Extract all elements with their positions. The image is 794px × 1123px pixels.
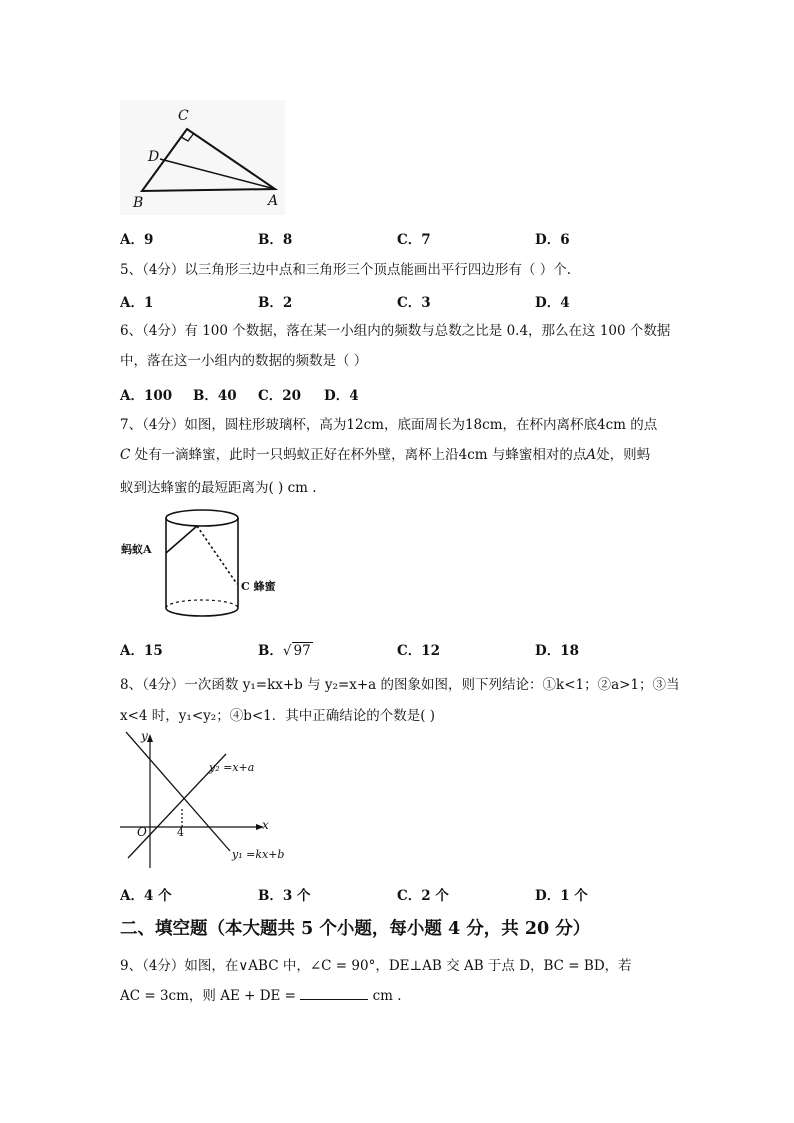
- cylinder-bottom-front: [166, 608, 238, 616]
- label-c: C: [178, 108, 189, 124]
- q6-option-c[interactable]: C．20: [258, 388, 302, 404]
- q9-line2-end: cm .: [372, 988, 402, 1004]
- q8-option-c[interactable]: C．2 个: [397, 888, 449, 904]
- q6-option-b[interactable]: B．40: [193, 388, 237, 404]
- q9-stem-line2: [120, 986, 402, 1006]
- q4-triangle-svg: [120, 100, 285, 215]
- label-b: B: [133, 195, 144, 211]
- q5-option-c[interactable]: C．3: [397, 295, 431, 311]
- q8-stem-line1: 8、（4分）一次函数 y₁=kx+b 与 y₂=x+a 的图象如图，则下列结论：①k<1；②a>1；③当: [120, 677, 680, 693]
- sqrt-icon: √: [282, 643, 292, 659]
- q7-line2-text: 处有一滴蜂蜜，此时一只蚂蚁正好在杯外壁，离杯上沿4cm 与蜂蜜相对的点: [130, 447, 587, 463]
- label-a: A: [268, 193, 279, 209]
- q7-option-d[interactable]: D．18: [535, 643, 579, 659]
- q6-stem-line2: 中，落在这一小组内的数据的频数是（ ）: [120, 353, 368, 369]
- label-ant: 蚂蚁A: [121, 543, 152, 556]
- q7-var-a: A: [586, 447, 597, 463]
- q6-stem-line1: 6、（4分）有 100 个数据，落在某一小组内的频数与总数之比是 0.4，那么在这 100 个数据: [120, 323, 671, 339]
- q7-var-c: C: [120, 447, 131, 463]
- q5-stem: 5、（4分）以三角形三边中点和三角形三个顶点能画出平行四边形有（ ）个.: [120, 262, 572, 278]
- q7-option-c[interactable]: C．12: [397, 643, 441, 659]
- q7-cylinder-svg: [160, 505, 250, 630]
- label-four: 4: [177, 826, 184, 839]
- cylinder-top: [166, 510, 238, 526]
- q5-option-b[interactable]: B．2: [258, 295, 293, 311]
- q7-stem-line3: 蚁到达蜂蜜的最短距离为( ) cm .: [120, 480, 317, 496]
- label-y1-equation: y₁ =kx+b: [232, 848, 285, 861]
- label-origin: O: [137, 825, 147, 839]
- q6-option-a[interactable]: A．100: [120, 388, 173, 404]
- q4-option-b[interactable]: B．8: [258, 232, 293, 248]
- label-d: D: [148, 149, 160, 165]
- q7-stem-line1: 7、（4分）如图，圆柱形玻璃杯，高为12cm，底面周长为18cm，在杯内离杯底4cm 的点: [120, 417, 658, 433]
- q7-line2-end: 处，则蚂: [596, 447, 651, 463]
- label-y2-equation: y₂ =x+a: [209, 761, 255, 774]
- q9-answer-blank[interactable]: [300, 987, 368, 1000]
- q7-option-b[interactable]: [258, 639, 313, 659]
- q9-line2-start: AC = 3cm，则 AE + DE =: [120, 988, 296, 1004]
- q8-stem-line2: x<4 时，y₁<y₂；④b<1．其中正确结论的个数是( ): [120, 708, 436, 724]
- label-y-axis: y: [141, 729, 148, 743]
- q8-option-d[interactable]: D．1 个: [535, 888, 588, 904]
- q6-option-d[interactable]: D．4: [324, 388, 359, 404]
- q7-option-a[interactable]: A．15: [120, 643, 163, 659]
- ant-path: [166, 526, 197, 553]
- inner-path: [197, 526, 237, 584]
- q4-option-a[interactable]: A．9: [120, 232, 154, 248]
- cylinder-bottom-back: [166, 600, 238, 608]
- q7-option-b-label: B．: [258, 643, 283, 659]
- label-honey: C 蜂蜜: [241, 580, 276, 593]
- q7-stem-line2: [120, 445, 650, 465]
- section-2-title: 二、填空题（本大题共 5 个小题，每小题 4 分，共 20 分）: [120, 919, 591, 939]
- q4-option-c[interactable]: C．7: [397, 232, 431, 248]
- q5-option-d[interactable]: D．4: [535, 295, 570, 311]
- q9-stem-line1: 9、（4分）如图，在∨ABC 中，∠C = 90°，DE⊥AB 交 AB 于点 D，BC = BD，若: [120, 958, 632, 974]
- q4-option-d[interactable]: D．6: [535, 232, 570, 248]
- figure-background: [120, 100, 285, 215]
- q8-option-a[interactable]: A．4 个: [120, 888, 172, 904]
- label-x-axis: x: [262, 818, 269, 832]
- q5-option-a[interactable]: A．1: [120, 295, 154, 311]
- q7-option-b-radicand: 97: [293, 643, 311, 659]
- q8-option-b[interactable]: B．3 个: [258, 888, 311, 904]
